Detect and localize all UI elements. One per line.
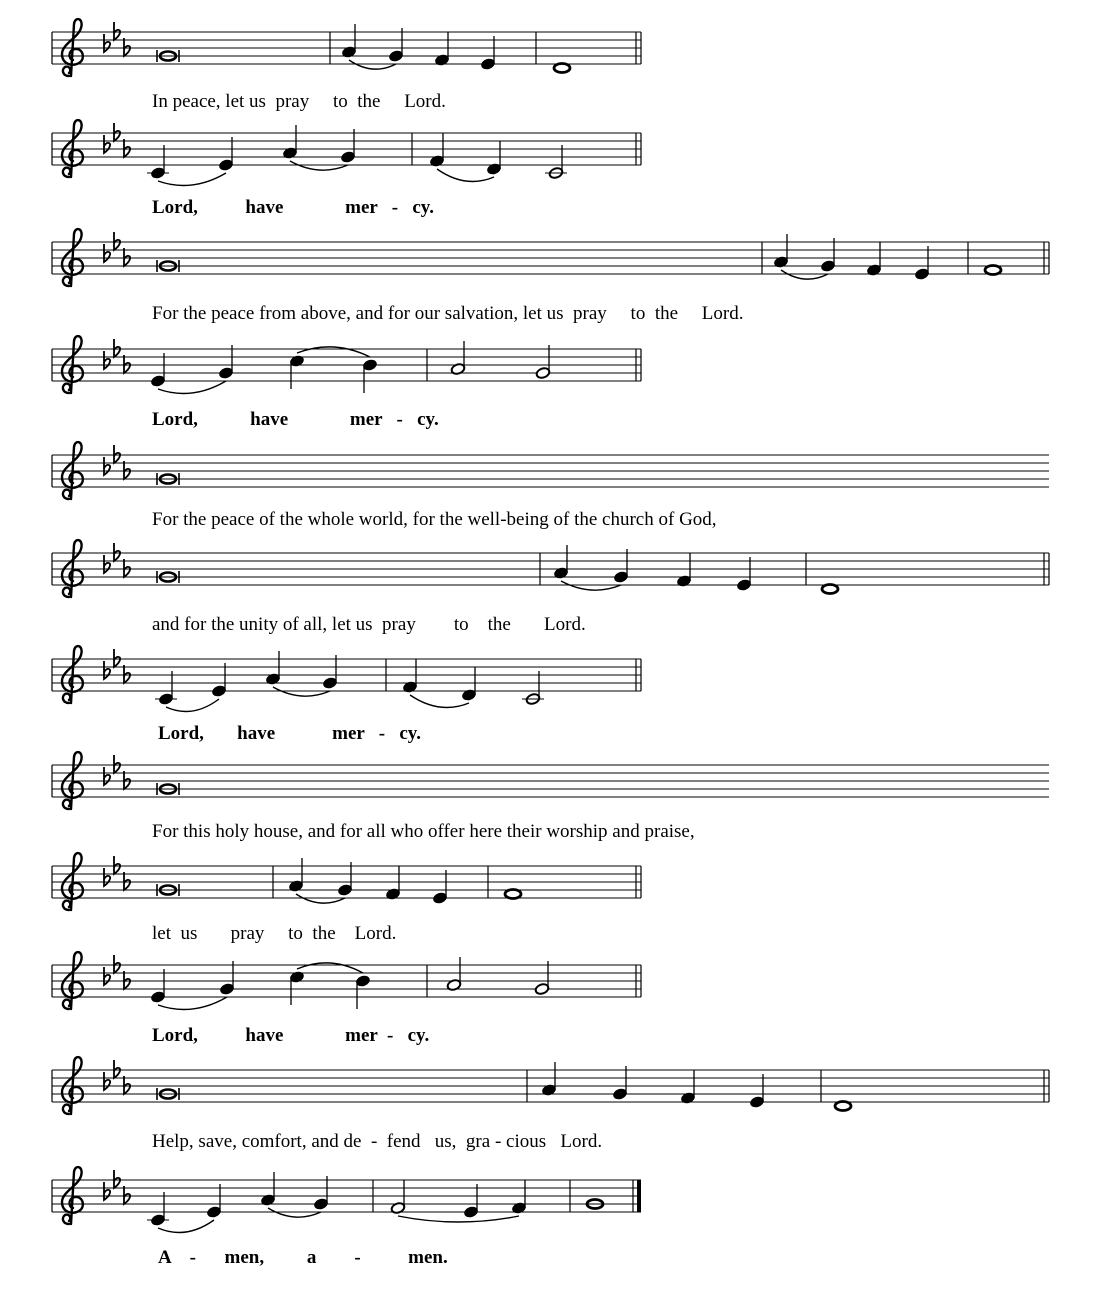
lyric-line: Lord, have mer - cy. [152, 409, 439, 430]
flat-a-icon [124, 1076, 130, 1094]
staff-system [52, 336, 641, 393]
flat-a-icon [124, 355, 130, 373]
staff-system [52, 19, 641, 76]
slur [158, 1220, 214, 1233]
whole-note [554, 64, 570, 73]
lyric-line: let us pray to the Lord. [152, 923, 397, 944]
staff-system [52, 1057, 1049, 1114]
flat-a-icon [124, 1186, 130, 1204]
flat-e-icon [114, 1170, 120, 1188]
lyric-line: For this holy house, and for all who offer here their worship and praise, [152, 821, 695, 842]
flat-e-icon [114, 22, 120, 40]
flat-a-icon [124, 139, 130, 157]
flat-a-icon [124, 971, 130, 989]
flat-b-icon [104, 868, 110, 886]
lyric-line: For the peace of the whole world, for the well-being of the church of God, [152, 509, 717, 530]
slur [158, 173, 226, 186]
slur [158, 381, 226, 394]
staff-system [52, 646, 641, 711]
staff-system [52, 229, 1049, 286]
lyric-line: For the peace from above, and for our salvation, let us pray to the Lord. [152, 303, 744, 324]
final-barline [637, 1180, 641, 1212]
slur [268, 1208, 321, 1217]
lyric-line: Help, save, comfort, and de - fend us, gra - cious Lord. [152, 1131, 603, 1152]
lyric-line: In peace, let us pray to the Lord. [152, 91, 446, 112]
flat-e-icon [114, 649, 120, 667]
slur [437, 169, 494, 182]
flat-b-icon [104, 555, 110, 573]
flat-b-icon [104, 1182, 110, 1200]
whole-note [822, 585, 838, 594]
whole-note [985, 266, 1001, 275]
flat-e-icon [114, 123, 120, 141]
flat-b-icon [104, 661, 110, 679]
lyric-line: Lord, have mer - cy. [158, 723, 421, 744]
flat-a-icon [124, 771, 130, 789]
slur [410, 695, 469, 708]
staff-system [52, 853, 641, 910]
flat-b-icon [104, 34, 110, 52]
slur [158, 997, 227, 1010]
flat-a-icon [124, 665, 130, 683]
flat-b-icon [104, 135, 110, 153]
lyric-line: Lord, have mer - cy. [152, 1025, 430, 1046]
slur [561, 581, 621, 590]
flat-e-icon [114, 955, 120, 973]
staff-system [52, 1167, 641, 1232]
flat-e-icon [114, 856, 120, 874]
slur [781, 270, 828, 279]
lyric-line: A - men, a - men. [158, 1247, 448, 1268]
flat-e-icon [114, 445, 120, 463]
flat-e-icon [114, 232, 120, 250]
flat-e-icon [114, 543, 120, 561]
slur [290, 161, 348, 170]
flat-b-icon [104, 967, 110, 985]
flat-a-icon [124, 559, 130, 577]
flat-e-icon [114, 755, 120, 773]
staff-system [52, 540, 1049, 597]
flat-b-icon [104, 351, 110, 369]
flat-a-icon [124, 872, 130, 890]
flat-b-icon [104, 244, 110, 262]
slur [166, 699, 219, 712]
slur [273, 687, 330, 696]
flat-e-icon [114, 339, 120, 357]
flat-b-icon [104, 767, 110, 785]
slur [297, 347, 370, 357]
flat-a-icon [124, 461, 130, 479]
flat-e-icon [114, 1060, 120, 1078]
flat-b-icon [104, 1072, 110, 1090]
slur [297, 963, 363, 973]
whole-note [505, 890, 521, 899]
flat-b-icon [104, 457, 110, 475]
staff-system [52, 752, 1049, 809]
staff-system [52, 120, 641, 185]
lyric-line: Lord, have mer - cy. [152, 197, 434, 218]
flat-a-icon [124, 38, 130, 56]
lyric-line: and for the unity of all, let us pray to the Lord. [152, 614, 586, 635]
staff-system [52, 442, 1049, 499]
slur [398, 1216, 519, 1222]
flat-a-icon [124, 248, 130, 266]
slur [349, 60, 396, 69]
whole-note [835, 1102, 851, 1111]
staff-system [52, 952, 641, 1009]
slur [296, 894, 345, 903]
